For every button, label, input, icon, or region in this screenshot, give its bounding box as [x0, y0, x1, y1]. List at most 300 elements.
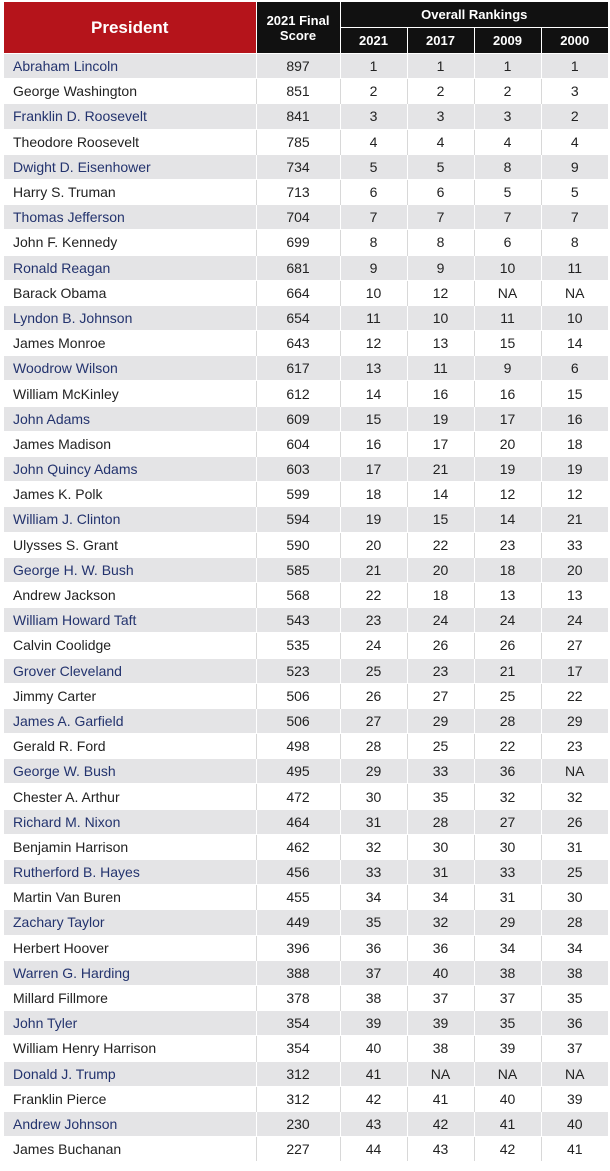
- table-body: [4, 54, 608, 1162]
- table-row: [4, 1061, 608, 1086]
- rank-2009: 15: [474, 331, 541, 356]
- table-row: [4, 431, 608, 456]
- rank-2021: 37: [340, 960, 407, 985]
- table-row: [4, 557, 608, 582]
- rank-2021: 25: [340, 658, 407, 683]
- rank-2017: NA: [407, 1061, 474, 1086]
- rank-2000: 40: [541, 1111, 608, 1136]
- rank-2021: 9: [340, 255, 407, 280]
- president-name: Ulysses S. Grant: [4, 532, 256, 557]
- rank-2009: 13: [474, 582, 541, 607]
- rank-2000: 35: [541, 985, 608, 1010]
- table-row: [4, 708, 608, 733]
- president-name: Franklin Pierce: [4, 1086, 256, 1111]
- president-name: Chester A. Arthur: [4, 784, 256, 809]
- rank-2021: 4: [340, 129, 407, 154]
- rank-2017: 31: [407, 860, 474, 885]
- table-row: [4, 860, 608, 885]
- rank-2009: 18: [474, 557, 541, 582]
- rankings-table: [4, 2, 608, 1161]
- rank-2009: 19: [474, 457, 541, 482]
- final-score: 704: [256, 205, 340, 230]
- president-name: George Washington: [4, 79, 256, 104]
- final-score: 664: [256, 280, 340, 305]
- final-score: 312: [256, 1061, 340, 1086]
- rank-2009: 39: [474, 1036, 541, 1061]
- rank-2021: 22: [340, 582, 407, 607]
- rank-2017: 43: [407, 1137, 474, 1162]
- president-name: Andrew Jackson: [4, 582, 256, 607]
- rank-2021: 12: [340, 331, 407, 356]
- final-score: 378: [256, 985, 340, 1010]
- rank-2017: 38: [407, 1036, 474, 1061]
- president-name: Andrew Johnson: [4, 1111, 256, 1136]
- rank-2021: 38: [340, 985, 407, 1010]
- table-row: [4, 1086, 608, 1111]
- rank-2009: 2: [474, 79, 541, 104]
- rank-2017: 16: [407, 381, 474, 406]
- rank-2017: 17: [407, 431, 474, 456]
- rank-2017: 26: [407, 633, 474, 658]
- rank-2021: 1: [340, 54, 407, 79]
- final-score: 699: [256, 230, 340, 255]
- rank-2000: 12: [541, 482, 608, 507]
- rank-2000: 17: [541, 658, 608, 683]
- president-name: Rutherford B. Hayes: [4, 860, 256, 885]
- rank-2009: 42: [474, 1137, 541, 1162]
- rank-2017: 30: [407, 834, 474, 859]
- final-score: 388: [256, 960, 340, 985]
- rank-2017: 21: [407, 457, 474, 482]
- rank-2021: 11: [340, 305, 407, 330]
- table-row: [4, 885, 608, 910]
- table-row: [4, 305, 608, 330]
- rank-2021: 15: [340, 406, 407, 431]
- rank-2021: 5: [340, 154, 407, 179]
- table-row: [4, 1137, 608, 1162]
- rank-2017: 13: [407, 331, 474, 356]
- rank-2017: 35: [407, 784, 474, 809]
- president-name: Zachary Taylor: [4, 910, 256, 935]
- president-name: John Tyler: [4, 1011, 256, 1036]
- rank-2017: 14: [407, 482, 474, 507]
- final-score: 523: [256, 658, 340, 683]
- rank-2021: 44: [340, 1137, 407, 1162]
- table-row: [4, 582, 608, 607]
- rank-2009: 30: [474, 834, 541, 859]
- table-row: [4, 608, 608, 633]
- rank-2009: 35: [474, 1011, 541, 1036]
- rank-2021: 30: [340, 784, 407, 809]
- final-score: 495: [256, 759, 340, 784]
- rank-2009: 8: [474, 154, 541, 179]
- rank-2021: 19: [340, 507, 407, 532]
- table-row: [4, 507, 608, 532]
- rank-2017: 40: [407, 960, 474, 985]
- final-score: 590: [256, 532, 340, 557]
- president-name: Franklin D. Roosevelt: [4, 104, 256, 129]
- rank-2009: 17: [474, 406, 541, 431]
- rank-2009: 28: [474, 708, 541, 733]
- rank-2009: 25: [474, 683, 541, 708]
- rank-2000: NA: [541, 759, 608, 784]
- rank-2000: 20: [541, 557, 608, 582]
- rank-2021: 10: [340, 280, 407, 305]
- rank-2009: 31: [474, 885, 541, 910]
- president-column-header: President: [4, 2, 256, 54]
- table-row: [4, 960, 608, 985]
- president-name: Martin Van Buren: [4, 885, 256, 910]
- rank-2021: 23: [340, 608, 407, 633]
- rank-2000: 38: [541, 960, 608, 985]
- final-score: 612: [256, 381, 340, 406]
- president-name: George H. W. Bush: [4, 557, 256, 582]
- president-name: Gerald R. Ford: [4, 734, 256, 759]
- rank-2017: 28: [407, 809, 474, 834]
- rank-2017: 24: [407, 608, 474, 633]
- rank-2021: 16: [340, 431, 407, 456]
- table-row: [4, 205, 608, 230]
- final-score: 506: [256, 708, 340, 733]
- rank-2000: 26: [541, 809, 608, 834]
- rank-2000: NA: [541, 280, 608, 305]
- rank-2017: 41: [407, 1086, 474, 1111]
- president-name: William Henry Harrison: [4, 1036, 256, 1061]
- rank-2000: 27: [541, 633, 608, 658]
- rank-2009: 29: [474, 910, 541, 935]
- final-score: 472: [256, 784, 340, 809]
- table-row: [4, 1111, 608, 1136]
- rank-2021: 40: [340, 1036, 407, 1061]
- final-score: 506: [256, 683, 340, 708]
- president-name: Harry S. Truman: [4, 179, 256, 204]
- rank-2021: 31: [340, 809, 407, 834]
- year-header-2009: 2009: [474, 28, 541, 54]
- rank-2021: 13: [340, 356, 407, 381]
- final-score: 643: [256, 331, 340, 356]
- president-name: James A. Garfield: [4, 708, 256, 733]
- president-name: James K. Polk: [4, 482, 256, 507]
- overall-rankings-header: Overall Rankings: [340, 2, 608, 28]
- rank-2009: 7: [474, 205, 541, 230]
- rank-2017: 23: [407, 658, 474, 683]
- rank-2021: 43: [340, 1111, 407, 1136]
- president-name: Benjamin Harrison: [4, 834, 256, 859]
- final-score: 609: [256, 406, 340, 431]
- rank-2009: NA: [474, 280, 541, 305]
- table-row: [4, 79, 608, 104]
- score-column-header: [256, 2, 340, 54]
- rank-2017: 25: [407, 734, 474, 759]
- rank-2021: 24: [340, 633, 407, 658]
- rank-2021: 20: [340, 532, 407, 557]
- president-name: George W. Bush: [4, 759, 256, 784]
- rank-2000: 33: [541, 532, 608, 557]
- rank-2021: 7: [340, 205, 407, 230]
- rank-2000: 34: [541, 935, 608, 960]
- president-name: Theodore Roosevelt: [4, 129, 256, 154]
- rank-2009: 10: [474, 255, 541, 280]
- final-score: 498: [256, 734, 340, 759]
- table-row: [4, 129, 608, 154]
- rank-2000: 29: [541, 708, 608, 733]
- rank-2009: NA: [474, 1061, 541, 1086]
- table-row: [4, 633, 608, 658]
- president-name: Dwight D. Eisenhower: [4, 154, 256, 179]
- rank-2017: 36: [407, 935, 474, 960]
- final-score: 312: [256, 1086, 340, 1111]
- rank-2017: 39: [407, 1011, 474, 1036]
- rank-2021: 33: [340, 860, 407, 885]
- table-row: [4, 280, 608, 305]
- rank-2017: 42: [407, 1111, 474, 1136]
- final-score: 594: [256, 507, 340, 532]
- table-row: [4, 683, 608, 708]
- rank-2021: 2: [340, 79, 407, 104]
- rank-2000: 7: [541, 205, 608, 230]
- president-name: Abraham Lincoln: [4, 54, 256, 79]
- president-name: Millard Fillmore: [4, 985, 256, 1010]
- rank-2009: 9: [474, 356, 541, 381]
- table-row: [4, 734, 608, 759]
- rank-2000: 6: [541, 356, 608, 381]
- final-score: 396: [256, 935, 340, 960]
- final-score: 599: [256, 482, 340, 507]
- president-name: James Monroe: [4, 331, 256, 356]
- year-header-2000: 2000: [541, 28, 608, 54]
- rank-2017: 5: [407, 154, 474, 179]
- rank-2000: 32: [541, 784, 608, 809]
- rank-2000: 9: [541, 154, 608, 179]
- president-name: Grover Cleveland: [4, 658, 256, 683]
- rank-2021: 26: [340, 683, 407, 708]
- final-score: 456: [256, 860, 340, 885]
- final-score: 227: [256, 1137, 340, 1162]
- president-name: Donald J. Trump: [4, 1061, 256, 1086]
- final-score: 617: [256, 356, 340, 381]
- rank-2021: 29: [340, 759, 407, 784]
- rank-2017: 20: [407, 557, 474, 582]
- rank-2000: 5: [541, 179, 608, 204]
- rank-2000: 21: [541, 507, 608, 532]
- final-score: 354: [256, 1036, 340, 1061]
- rank-2000: 8: [541, 230, 608, 255]
- rank-2000: 18: [541, 431, 608, 456]
- year-header-2017: 2017: [407, 28, 474, 54]
- rank-2009: 37: [474, 985, 541, 1010]
- table-row: [4, 255, 608, 280]
- rank-2021: 32: [340, 834, 407, 859]
- rank-2000: 28: [541, 910, 608, 935]
- rank-2017: 6: [407, 179, 474, 204]
- final-score: 354: [256, 1011, 340, 1036]
- rank-2009: 33: [474, 860, 541, 885]
- rank-2009: 27: [474, 809, 541, 834]
- rank-2009: 12: [474, 482, 541, 507]
- president-name: Herbert Hoover: [4, 935, 256, 960]
- rank-2017: 27: [407, 683, 474, 708]
- president-name: John Quincy Adams: [4, 457, 256, 482]
- rank-2009: 3: [474, 104, 541, 129]
- rank-2000: 36: [541, 1011, 608, 1036]
- rank-2021: 21: [340, 557, 407, 582]
- rank-2000: 22: [541, 683, 608, 708]
- table-row: [4, 230, 608, 255]
- rank-2000: 16: [541, 406, 608, 431]
- rank-2017: 32: [407, 910, 474, 935]
- year-header-2021: 2021: [340, 28, 407, 54]
- table-row: [4, 54, 608, 79]
- rank-2009: 34: [474, 935, 541, 960]
- president-name: Barack Obama: [4, 280, 256, 305]
- score-header-line2: Score: [279, 27, 317, 43]
- rank-2000: 31: [541, 834, 608, 859]
- rank-2009: 6: [474, 230, 541, 255]
- president-name: William J. Clinton: [4, 507, 256, 532]
- rank-2017: 4: [407, 129, 474, 154]
- table-row: [4, 1011, 608, 1036]
- president-name: Woodrow Wilson: [4, 356, 256, 381]
- rank-2000: 37: [541, 1036, 608, 1061]
- rank-2017: 3: [407, 104, 474, 129]
- rank-2009: 11: [474, 305, 541, 330]
- rank-2017: 11: [407, 356, 474, 381]
- rank-2000: 2: [541, 104, 608, 129]
- rank-2000: 13: [541, 582, 608, 607]
- rank-2000: 3: [541, 79, 608, 104]
- rank-2009: 24: [474, 608, 541, 633]
- rank-2000: 1: [541, 54, 608, 79]
- rank-2009: 41: [474, 1111, 541, 1136]
- rank-2017: 19: [407, 406, 474, 431]
- rank-2017: 9: [407, 255, 474, 280]
- rank-2000: NA: [541, 1061, 608, 1086]
- score-header-line1: 2021 Final: [266, 12, 330, 28]
- final-score: 713: [256, 179, 340, 204]
- rank-2000: 10: [541, 305, 608, 330]
- rank-2000: 23: [541, 734, 608, 759]
- final-score: 654: [256, 305, 340, 330]
- final-score: 464: [256, 809, 340, 834]
- table-row: [4, 1036, 608, 1061]
- table-row: [4, 406, 608, 431]
- final-score: 603: [256, 457, 340, 482]
- table-row: [4, 104, 608, 129]
- table-row: [4, 658, 608, 683]
- president-name: Lyndon B. Johnson: [4, 305, 256, 330]
- final-score: 604: [256, 431, 340, 456]
- table-row: [4, 457, 608, 482]
- president-name: Ronald Reagan: [4, 255, 256, 280]
- rank-2000: 14: [541, 331, 608, 356]
- final-score: 841: [256, 104, 340, 129]
- rank-2017: 37: [407, 985, 474, 1010]
- rank-2021: 34: [340, 885, 407, 910]
- rank-2021: 14: [340, 381, 407, 406]
- rank-2009: 14: [474, 507, 541, 532]
- rank-2009: 20: [474, 431, 541, 456]
- table-row: [4, 532, 608, 557]
- rank-2017: 29: [407, 708, 474, 733]
- president-name: Calvin Coolidge: [4, 633, 256, 658]
- table-row: [4, 759, 608, 784]
- rank-2017: 8: [407, 230, 474, 255]
- final-score: 681: [256, 255, 340, 280]
- final-score: 455: [256, 885, 340, 910]
- rank-2021: 35: [340, 910, 407, 935]
- rank-2009: 36: [474, 759, 541, 784]
- rank-2000: 41: [541, 1137, 608, 1162]
- table-row: [4, 809, 608, 834]
- final-score: 535: [256, 633, 340, 658]
- rank-2021: 28: [340, 734, 407, 759]
- president-name: Richard M. Nixon: [4, 809, 256, 834]
- president-name: John Adams: [4, 406, 256, 431]
- rank-2021: 18: [340, 482, 407, 507]
- rank-2000: 4: [541, 129, 608, 154]
- rank-2000: 39: [541, 1086, 608, 1111]
- president-name: William Howard Taft: [4, 608, 256, 633]
- rank-2009: 21: [474, 658, 541, 683]
- rank-2017: 34: [407, 885, 474, 910]
- table-row: [4, 331, 608, 356]
- rank-2009: 26: [474, 633, 541, 658]
- rank-2021: 42: [340, 1086, 407, 1111]
- president-name: John F. Kennedy: [4, 230, 256, 255]
- final-score: 734: [256, 154, 340, 179]
- table-row: [4, 784, 608, 809]
- president-name: Warren G. Harding: [4, 960, 256, 985]
- rank-2021: 8: [340, 230, 407, 255]
- final-score: 543: [256, 608, 340, 633]
- president-name: James Madison: [4, 431, 256, 456]
- final-score: 568: [256, 582, 340, 607]
- final-score: 851: [256, 79, 340, 104]
- rank-2000: 15: [541, 381, 608, 406]
- rank-2021: 41: [340, 1061, 407, 1086]
- table-row: [4, 179, 608, 204]
- rank-2000: 19: [541, 457, 608, 482]
- table-row: [4, 935, 608, 960]
- table-row: [4, 834, 608, 859]
- rank-2017: 1: [407, 54, 474, 79]
- rank-2021: 6: [340, 179, 407, 204]
- table-row: [4, 154, 608, 179]
- rank-2009: 32: [474, 784, 541, 809]
- rank-2017: 7: [407, 205, 474, 230]
- table-row: [4, 356, 608, 381]
- final-score: 897: [256, 54, 340, 79]
- rank-2017: 10: [407, 305, 474, 330]
- president-name: Thomas Jefferson: [4, 205, 256, 230]
- rank-2021: 3: [340, 104, 407, 129]
- final-score: 230: [256, 1111, 340, 1136]
- rank-2017: 2: [407, 79, 474, 104]
- final-score: 785: [256, 129, 340, 154]
- rank-2017: 22: [407, 532, 474, 557]
- rank-2017: 15: [407, 507, 474, 532]
- rank-2017: 18: [407, 582, 474, 607]
- rank-2000: 11: [541, 255, 608, 280]
- president-name: Jimmy Carter: [4, 683, 256, 708]
- rank-2009: 23: [474, 532, 541, 557]
- rank-2017: 33: [407, 759, 474, 784]
- rank-2009: 22: [474, 734, 541, 759]
- rank-2021: 27: [340, 708, 407, 733]
- rank-2021: 39: [340, 1011, 407, 1036]
- rank-2009: 5: [474, 179, 541, 204]
- rank-2000: 25: [541, 860, 608, 885]
